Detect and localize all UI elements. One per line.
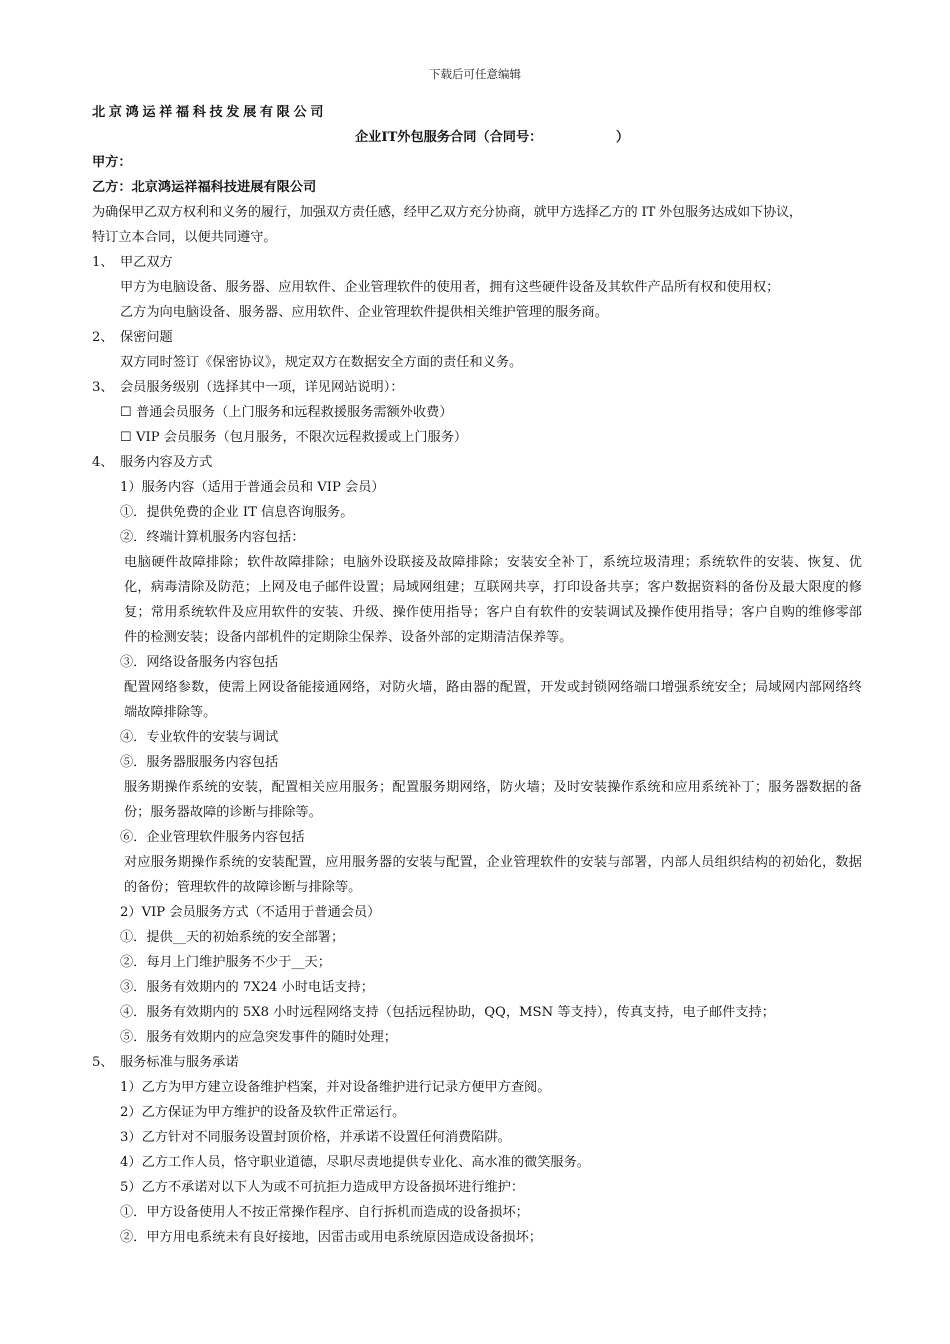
list-item: ③．网络设备服务内容包括 (120, 655, 279, 670)
list-item: ②．每月上门维护服务不少于__天； (120, 955, 331, 970)
paragraph: 对应服务期操作系统的安装配置，应用服务器的安装与配置，企业管理软件的安装与部署，内部人员组织结构的初始化，数据的备份；管理软件的故障诊断与排除等。 (124, 855, 862, 895)
paragraph: 配置网络参数，使需上网设备能接通网络，对防火墙，路由器的配置，开发或封锁网络端口增强系统安全；局域网内部网络终端故障排除等。 (124, 680, 862, 720)
party-b: 乙方：北京鸿运祥福科技进展有限公司 (92, 180, 317, 195)
list-item: ①．提供免费的企业 IT 信息咨询服务。 (120, 505, 354, 520)
list-item: 2）乙方保证为甲方维护的设备及软件正常运行。 (120, 1105, 406, 1120)
subsection-title: 2）VIP 会员服务方式（不适用于普通会员） (120, 905, 381, 920)
list-item: ②．终端计算机服务内容包括： (120, 530, 305, 545)
list-item: ⑤．服务有效期内的应急突发事件的随时处理； (120, 1030, 397, 1045)
list-item: 5）乙方不承诺对以下人为或不可抗拒力造成甲方设备损坏进行维护： (120, 1180, 525, 1195)
section-number: 4、 (92, 455, 114, 470)
section-number: 5、 (92, 1055, 114, 1070)
company-name: 北京鸿运祥福科技发展有限公司 (92, 105, 328, 120)
section-heading (92, 325, 862, 350)
list-item: ①．甲方设备使用人不按正常操作程序、自行拆机而造成的设备损坏； (120, 1205, 529, 1220)
membership-option-vip[interactable]: ☐ VIP 会员服务（包月服务，不限次远程救援或上门服务） (120, 430, 468, 445)
section-number: 3、 (92, 380, 114, 395)
section-title: 服务内容及方式 (120, 455, 213, 470)
section-heading (92, 375, 862, 400)
list-item: 1）乙方为甲方建立设备维护档案，并对设备维护进行记录方便甲方查阅。 (120, 1080, 551, 1095)
list-item: ⑥．企业管理软件服务内容包括 (120, 830, 305, 845)
contract-body (92, 100, 862, 1250)
list-item: ⑤．服务器服服务内容包括 (120, 755, 279, 770)
section-title: 会员服务级别（选择其中一项，详见网站说明）： (120, 380, 404, 395)
contract-title: 企业IT外包服务合同（合同号： ） (354, 130, 630, 145)
section-title: 保密问题 (120, 330, 173, 345)
section-number: 1、 (92, 255, 114, 270)
list-item: ④．服务有效期内的 5X8 小时远程网络支持（包括远程协助，QQ，MSN 等支持），传真支持，电子邮件支持； (120, 1005, 775, 1020)
intro-line: 为确保甲乙双方权利和义务的履行，加强双方责任感，经甲乙双方充分协商，就甲方选择乙方的 IT 外包服务达成如下协议， (92, 205, 802, 220)
list-item: 4）乙方工作人员，恪守职业道德，尽职尽责地提供专业化、高水准的微笑服务。 (120, 1155, 590, 1170)
party-a: 甲方： (92, 155, 132, 170)
paragraph: 服务期操作系统的安装，配置相关应用服务；配置服务期网络，防火墙；及时安装操作系统和应用系统补丁；服务器数据的备份；服务器故障的诊断与排除等。 (124, 780, 862, 820)
section-title: 甲乙双方 (120, 255, 173, 270)
section-heading (92, 250, 862, 275)
paragraph: 双方同时签订《保密协议》，规定双方在数据安全方面的责任和义务。 (120, 355, 523, 370)
paragraph: 乙方为向电脑设备、服务器、应用软件、企业管理软件提供相关维护管理的服务商。 (120, 305, 608, 320)
list-item: ②．甲方用电系统未有良好接地，因雷击或用电系统原因造成设备损坏； (120, 1230, 542, 1245)
list-item: ④．专业软件的安装与调试 (120, 730, 279, 745)
section-number: 2、 (92, 330, 114, 345)
list-item: ③．服务有效期内的 7X24 小时电话支持； (120, 980, 374, 995)
section-title: 服务标准与服务承诺 (120, 1055, 239, 1070)
paragraph: 甲方为电脑设备、服务器、应用软件、企业管理软件的使用者，拥有这些硬件设备及其软件产品所有权和使用权； (120, 280, 780, 295)
page-header: 下载后可任意编辑 (429, 67, 521, 81)
paragraph: 电脑硬件故障排除；软件故障排除；电脑外设联接及故障排除；安装安全补丁，系统垃圾清理；系统软件的安装、恢复、优化，病毒清除及防范；上网及电子邮件设置；局域网组建；互联网共享，打印设备共享；客户数据资料的备份及最大限度的修复；常用系统软件及应用软件的安装、升级、操作使用指导；客户自有软件的安装调试及操作使用指导；客户自购的维修零部件的检测安装；设备内部机件的定期除尘保养、设备外部的定期清洁保养等。 (124, 555, 862, 645)
section-heading (92, 1050, 862, 1075)
section-heading (92, 450, 862, 475)
list-item: 3）乙方针对不同服务设置封顶价格，并承诺不设置任何消费陷阱。 (120, 1130, 511, 1145)
list-item: ①．提供__天的初始系统的安全部署； (120, 930, 345, 945)
intro-line: 特订立本合同，以便共同遵守。 (92, 230, 277, 245)
subsection-title: 1）服务内容（适用于普通会员和 VIP 会员） (120, 480, 385, 495)
membership-option-standard[interactable]: ☐ 普通会员服务（上门服务和远程救援服务需额外收费） (120, 405, 453, 420)
